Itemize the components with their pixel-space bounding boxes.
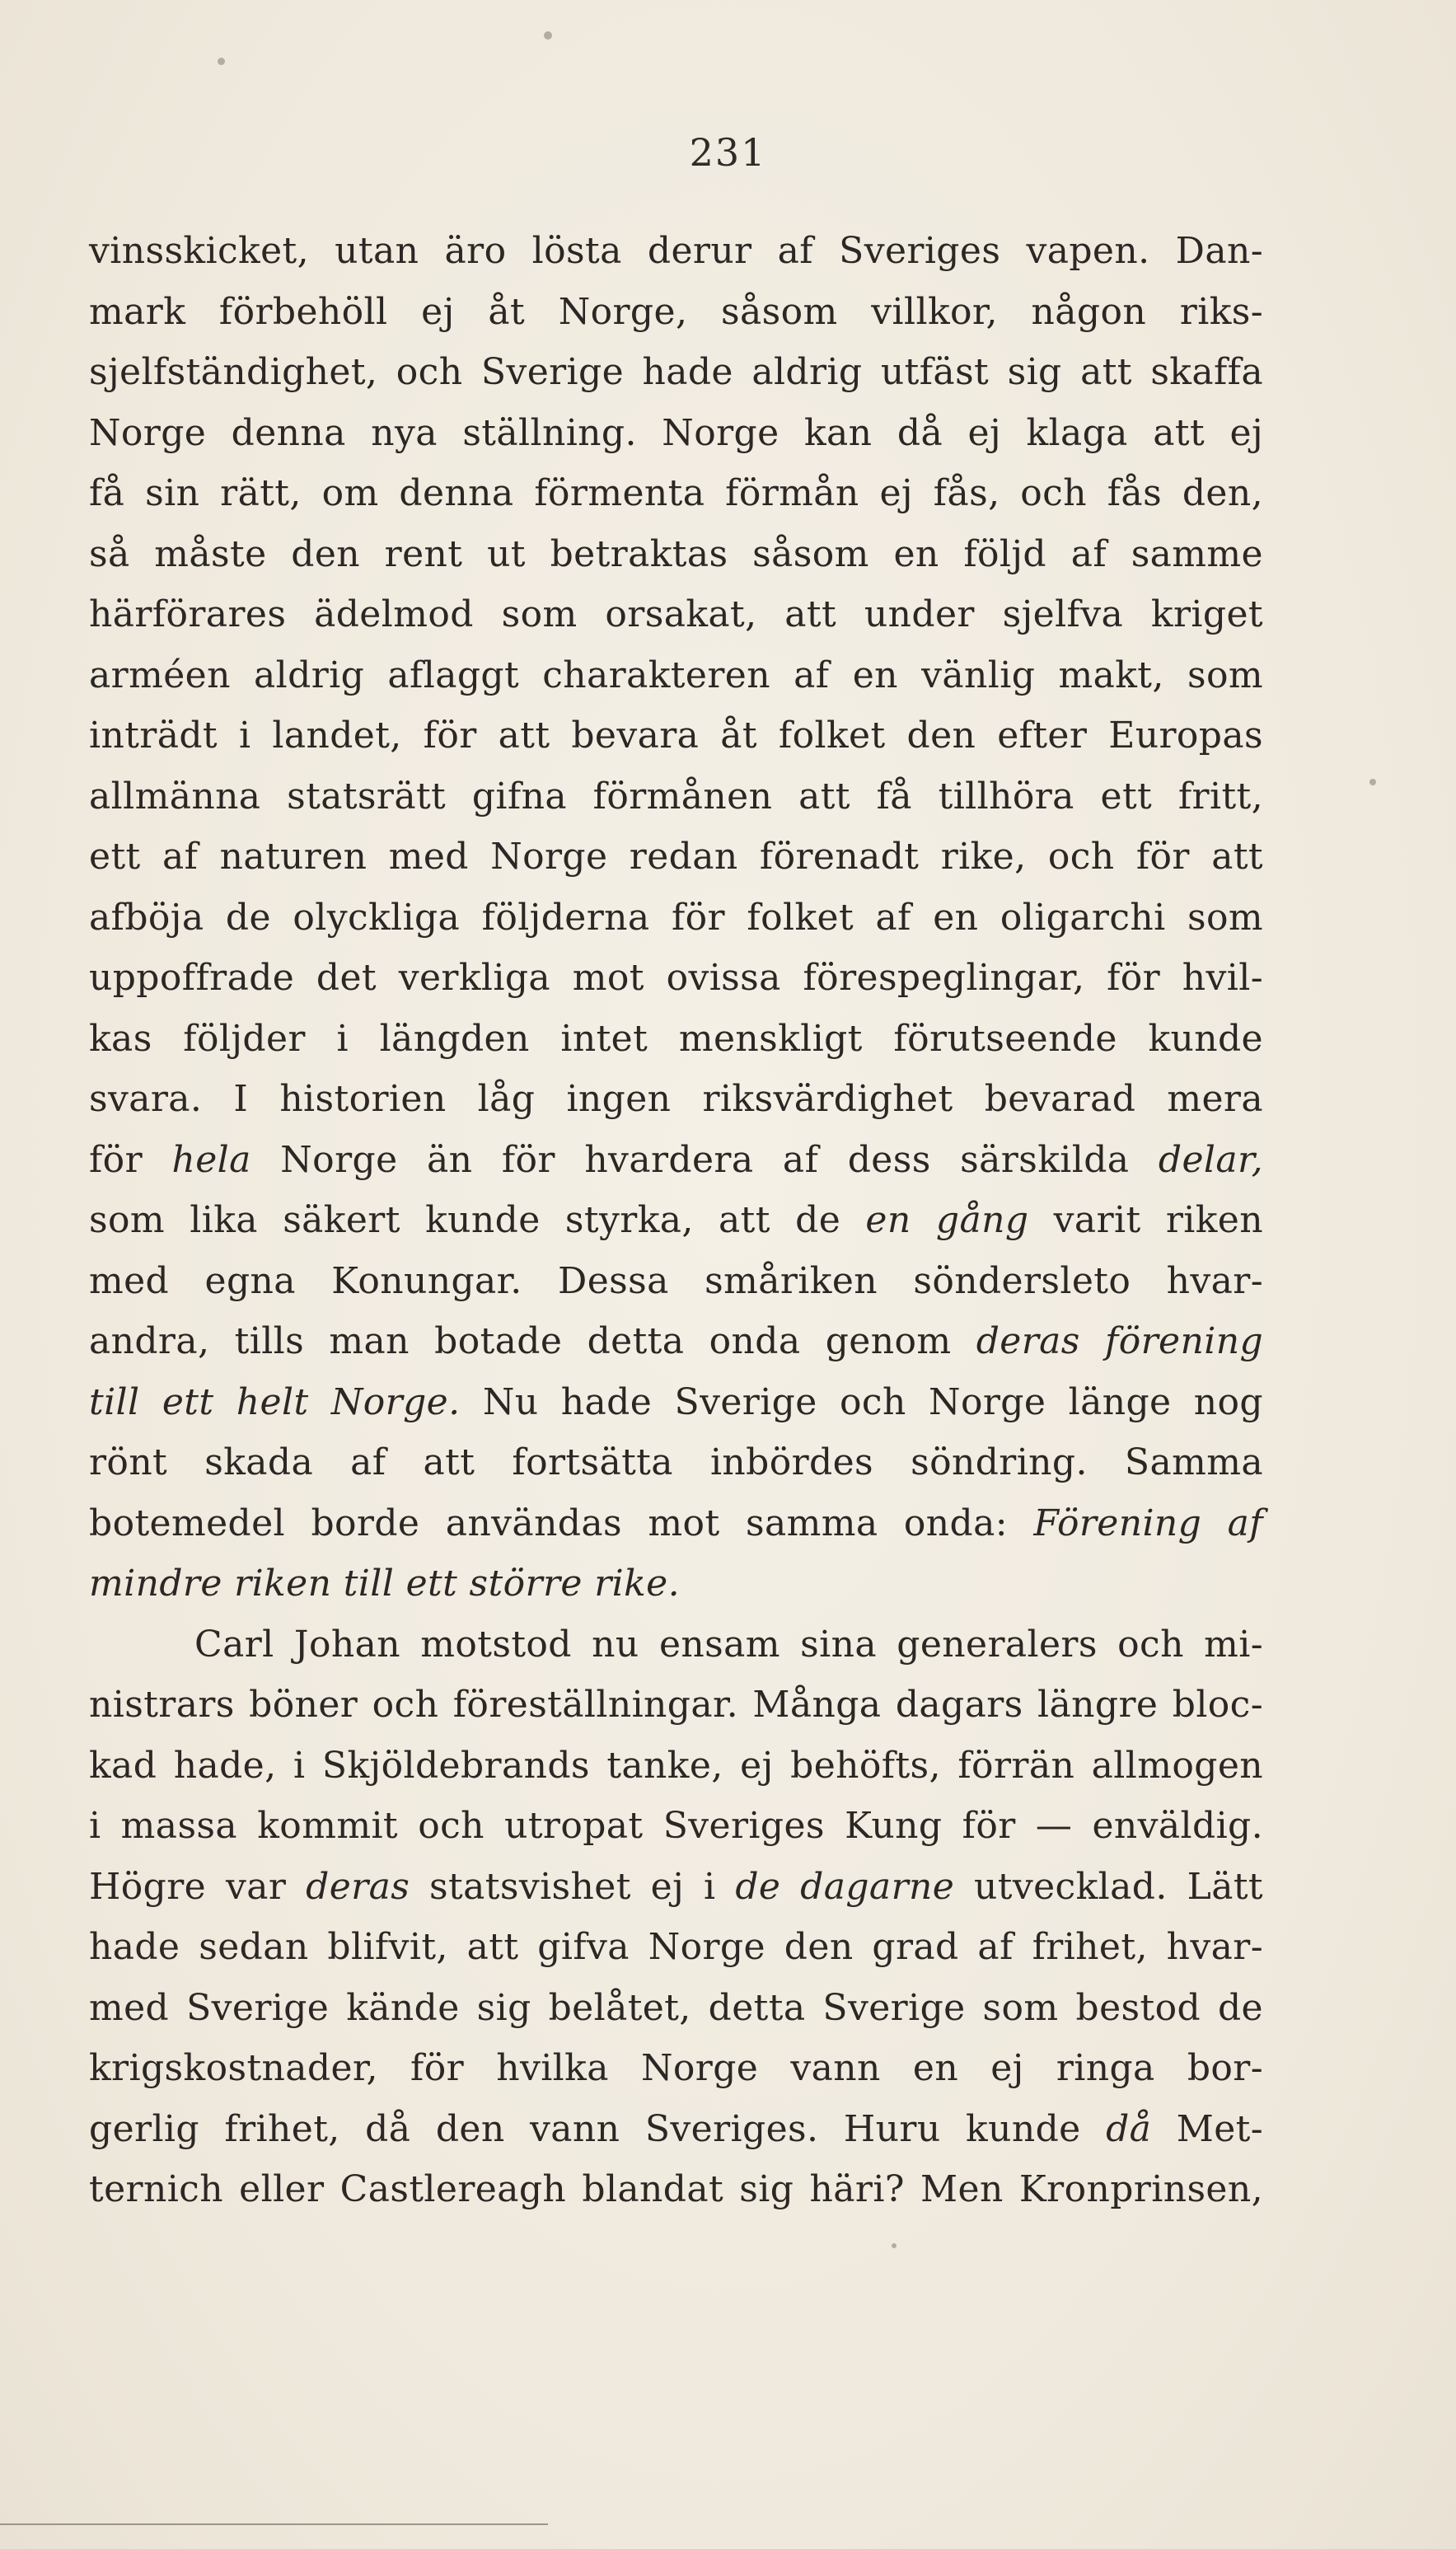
page-number: 231: [689, 130, 767, 175]
text-span: svara. I historien låg ingen riksvärdighet bevarad mera: [89, 1078, 1263, 1120]
text-line: [89, 1311, 1263, 1372]
text-line: [89, 827, 1263, 888]
text-line: [89, 2038, 1263, 2099]
body-text: [89, 221, 1263, 2220]
text-span: andra, tills man botade detta onda genom: [89, 1320, 976, 1362]
text-span: kad hade, i Skjöldebrands tanke, ej behöfts, förrän allmogen: [89, 1744, 1263, 1787]
text-span: mark förbehöll ej åt Norge, såsom villkor, någon riks-: [89, 290, 1263, 333]
text-span: statsvishet ej i: [410, 1865, 736, 1908]
text-span: krigskostnader, för hvilka Norge vann en ej ringa bor-: [89, 2047, 1263, 2089]
text-line: [89, 1190, 1263, 1251]
text-span: botemedel borde användas mot samma onda:: [89, 1502, 1034, 1544]
text-line: [89, 1372, 1263, 1433]
text-line: [89, 888, 1263, 949]
text-line: [89, 1493, 1263, 1554]
italic-text: då: [1106, 2107, 1152, 2150]
text-span: Nu hade Sverige och Norge länge nog: [460, 1380, 1263, 1423]
italic-text: mindre riken till ett större rike.: [89, 1563, 680, 1605]
text-line: [89, 705, 1263, 766]
text-line: [89, 221, 1263, 282]
text-span: uppoffrade det verkliga mot ovissa förespeglingar, för hvil-: [89, 957, 1263, 999]
italic-text: delar,: [1158, 1138, 1263, 1181]
text-span: inträdt i landet, för att bevara åt folket den efter Europas: [89, 715, 1263, 757]
text-span: få sin rätt, om denna förmenta förmån ej fås, och fås den,: [89, 472, 1263, 514]
text-span: ett af naturen med Norge redan förenadt rike, och för att: [89, 836, 1263, 878]
text-line: [89, 948, 1263, 1009]
text-line: [89, 584, 1263, 645]
text-line: [89, 463, 1263, 524]
text-span: allmänna statsrätt gifna förmånen att få tillhöra ett fritt,: [89, 775, 1263, 818]
text-line: [89, 1978, 1263, 2039]
paper-speck: [1369, 779, 1376, 785]
text-span: med egna Konungar. Dessa småriken söndersleto hvar-: [89, 1259, 1263, 1302]
text-line: [89, 645, 1263, 706]
text-span: som lika säkert kunde styrka, att de: [89, 1199, 866, 1241]
italic-text: deras: [306, 1865, 410, 1908]
text-line: [89, 403, 1263, 464]
page-edge-line: [0, 2523, 548, 2525]
text-line: [89, 1130, 1263, 1191]
text-span: Met-: [1151, 2107, 1263, 2150]
text-span: hade sedan blifvit, att gifva Norge den grad af frihet, hvar-: [89, 1926, 1263, 1968]
paper-speck: [892, 2243, 897, 2248]
italic-text: deras förening: [976, 1320, 1264, 1362]
text-line: [89, 2159, 1263, 2220]
text-span: nistrars böner och föreställningar. Många dagars längre bloc-: [89, 1684, 1263, 1726]
text-line: [89, 2099, 1263, 2160]
text-line: [89, 1009, 1263, 1070]
text-span: arméen aldrig aflaggt charakteren af en vänlig makt, som: [89, 654, 1263, 696]
text-span: gerlig frihet, då den vann Sveriges. Huru kunde: [89, 2107, 1107, 2150]
text-line: [89, 524, 1263, 585]
text-line: [89, 1432, 1263, 1493]
text-line: [89, 766, 1263, 827]
text-span: Norge denna nya ställning. Norge kan då ej klaga att ej: [89, 411, 1263, 454]
text-line: [89, 1614, 1263, 1675]
text-line: [89, 1553, 1263, 1614]
italic-text: de dagarne: [735, 1865, 955, 1908]
text-span: härförares ädelmod som orsakat, att under sjelfva kriget: [89, 593, 1263, 635]
italic-text: hela: [171, 1138, 251, 1181]
italic-text: Förening af: [1033, 1502, 1263, 1544]
text-span: med Sverige kände sig belåtet, detta Sverige som bestod de: [89, 1986, 1263, 2029]
text-line: [89, 1796, 1263, 1857]
text-span: i massa kommit och utropat Sveriges Kung för — enväldig.: [89, 1805, 1263, 1847]
text-span: sjelfständighet, och Sverige hade aldrig utfäst sig att skaffa: [89, 351, 1263, 393]
text-span: vinsskicket, utan äro lösta derur af Sveriges vapen. Dan-: [89, 230, 1263, 272]
text-line: [89, 1251, 1263, 1312]
paper-speck: [218, 58, 225, 65]
text-line: [89, 1857, 1263, 1918]
text-line: [89, 342, 1263, 403]
text-line: [89, 1675, 1263, 1736]
text-span: afböja de olyckliga följderna för folket af en oligarchi som: [89, 896, 1263, 939]
text-span: Norge än för hvardera af dess särskilda: [250, 1138, 1159, 1181]
italic-text: till ett helt Norge.: [89, 1380, 461, 1423]
text-span: Högre var: [89, 1865, 307, 1908]
text-span: så måste den rent ut betraktas såsom en följd af samme: [89, 532, 1263, 575]
italic-text: en gång: [865, 1199, 1029, 1241]
text-line: [89, 1917, 1263, 1978]
text-span: rönt skada af att fortsätta inbördes söndring. Samma: [89, 1441, 1263, 1483]
text-line: [89, 1069, 1263, 1130]
text-span: ternich eller Castlereagh blandat sig häri? Men Kronprinsen,: [89, 2168, 1263, 2210]
text-line: [89, 282, 1263, 343]
text-line: [89, 1736, 1263, 1797]
text-span: utvecklad. Lätt: [954, 1865, 1263, 1908]
text-span: Carl Johan motstod nu ensam sina generalers och mi-: [194, 1623, 1263, 1666]
text-span: varit riken: [1028, 1199, 1263, 1241]
text-span: kas följder i längden intet menskligt förutseende kunde: [89, 1017, 1263, 1060]
text-span: för: [89, 1138, 172, 1181]
paper-speck: [544, 31, 552, 40]
